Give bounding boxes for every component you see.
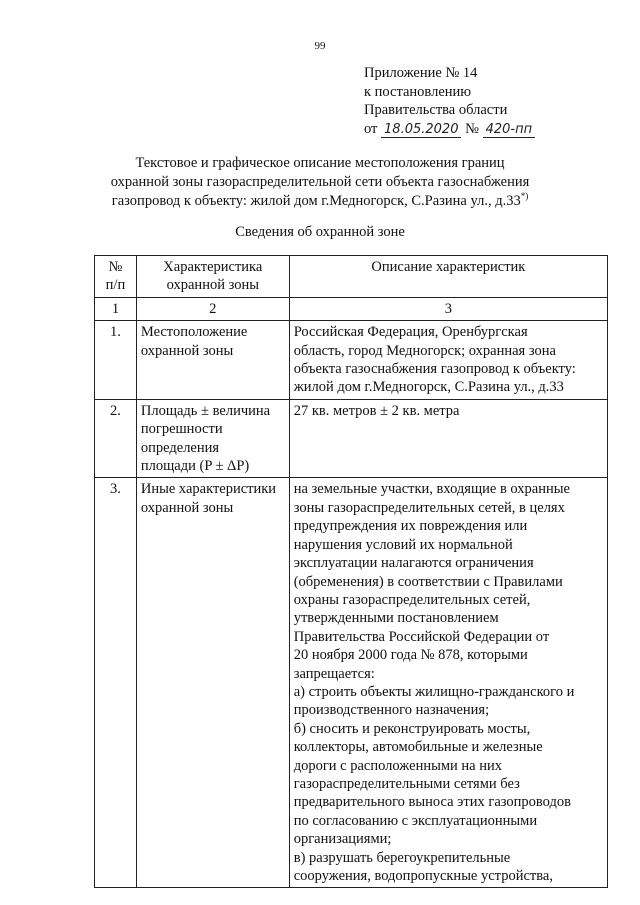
numbering-cell: 1: [95, 297, 137, 320]
row-number: 2.: [95, 399, 137, 478]
row-description: 27 кв. метров ± 2 кв. метра: [289, 399, 607, 478]
handwritten-date: 18.05.2020: [381, 123, 461, 138]
page-number: 99: [314, 40, 326, 52]
numbering-cell: 3: [289, 297, 607, 320]
number-prefix: №: [465, 120, 479, 137]
footnote-mark: *): [520, 191, 529, 202]
appendix-line: к постановлению: [364, 83, 472, 100]
title-line: Текстовое и графическое описание местоположения границ: [135, 155, 505, 171]
row-characteristic: Иные характеристики охранной зоны: [136, 478, 289, 888]
table-header-row: [95, 256, 608, 298]
row-number: 3.: [95, 478, 137, 888]
header-number: № п/п: [95, 256, 137, 298]
protection-zone-table: [94, 255, 608, 888]
table-numbering-row: [95, 297, 608, 320]
document-title: [60, 154, 580, 211]
row-number: 1.: [95, 321, 137, 400]
appendix-line: Правительства области: [364, 102, 508, 118]
appendix-line: Приложение № 14: [364, 65, 478, 81]
title-line: [60, 192, 580, 211]
section-title: Сведения об охранной зоне: [235, 224, 405, 240]
row-description: Российская Федерация, Оренбургская область, город Медногорск; охранная зона объекта газоснабжения газопровод к объекту: жилой дом г.Медногорск, С.Разина ул., д.33: [289, 321, 607, 400]
row-characteristic: Местоположение охранной зоны: [136, 321, 289, 400]
table-row: [95, 321, 608, 400]
handwritten-number: 420-пп: [483, 123, 536, 138]
title-line: охранной зоны газораспределительной сети объекта газоснабжения: [110, 174, 530, 190]
table-row: [95, 399, 608, 478]
appendix-date-line: [364, 120, 535, 139]
row-description: на земельные участки, входящие в охранные зоны газораспределительных сетей, в целях предупреждения их повреждения или нарушения условий их нормальной эксплуатации налагаются ограничения (обременения) в соответствии с Правилами охраны газораспределительных сетей, утвержденными постановлением Правительства Российской Федерации от 20 ноября 2000 года № 878, которыми запрещается: а) строить объекты жилищно-гражданского и производственного назначения; б) сносить и реконструировать мосты, коллекторы, автомобильные и железные дороги с расположенными на них газораспределительными сетями без предварительного выноса этих газопроводов по согласованию с эксплуатационными организациями; в) разрушать берегоукрепительные сооружения, водопропускные устройства,: [289, 478, 607, 888]
header-characteristic: Характеристика охранной зоны: [136, 256, 289, 298]
header-description: Описание характеристик: [289, 256, 607, 298]
numbering-cell: 2: [136, 297, 289, 320]
title-line-text: газопровод к объекту: жилой дом г.Медногорск, С.Разина ул., д.33: [111, 193, 521, 209]
appendix-block: [364, 64, 535, 138]
row-characteristic: Площадь ± величина погрешности определения площади (P ± ΔP): [136, 399, 289, 478]
table-row: [95, 478, 608, 888]
date-prefix: от: [364, 120, 378, 137]
